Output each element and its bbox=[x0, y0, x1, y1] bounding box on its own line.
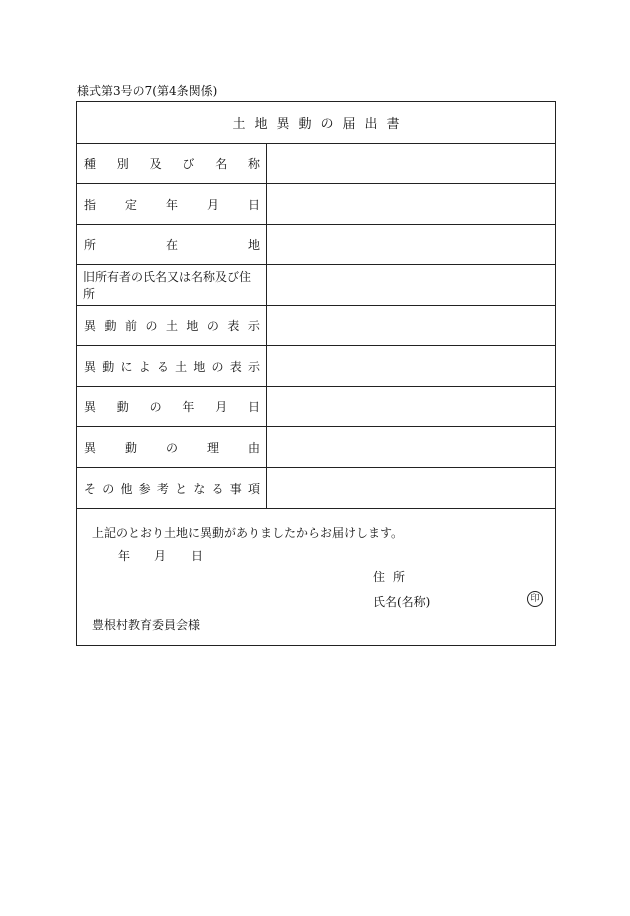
label-char: 他 bbox=[120, 481, 133, 496]
label-type-and-name bbox=[77, 144, 267, 183]
label-char: 地 bbox=[247, 238, 260, 252]
form-title: 土地異動の届出書 bbox=[232, 117, 409, 132]
label-char: 事 bbox=[229, 481, 242, 496]
value-designation-date[interactable] bbox=[267, 184, 555, 224]
label-char: な bbox=[193, 481, 206, 496]
row-change-reason bbox=[77, 427, 555, 468]
label-char: 動 bbox=[124, 440, 137, 455]
date-day: 日 bbox=[191, 549, 204, 563]
label-char: 動 bbox=[116, 400, 129, 414]
label-char: 地 bbox=[193, 359, 206, 374]
label-char: 及 bbox=[149, 157, 162, 171]
label-char: 由 bbox=[247, 440, 260, 455]
label-char: 種 bbox=[84, 157, 97, 171]
label-land-before-change bbox=[77, 306, 267, 345]
label-char: 土 bbox=[165, 319, 178, 333]
label-char: 前 bbox=[124, 319, 137, 333]
label-char: 参 bbox=[138, 481, 151, 496]
label-char: 月 bbox=[206, 197, 219, 212]
label-char: 異 bbox=[84, 440, 97, 455]
label-char: 定 bbox=[124, 197, 137, 212]
row-previous-owner bbox=[77, 265, 555, 306]
label-previous-owner bbox=[77, 265, 267, 305]
seal-icon: 印 bbox=[527, 591, 543, 607]
label-char: そ bbox=[84, 481, 97, 496]
label-char: の bbox=[206, 319, 219, 333]
label-char: る bbox=[156, 359, 169, 374]
row-change-date bbox=[77, 387, 555, 427]
label-char: 日 bbox=[247, 197, 260, 212]
label-text: 旧所有者の氏名又は名称及び住所 bbox=[83, 270, 252, 301]
row-type-and-name bbox=[77, 144, 555, 184]
label-char: に bbox=[120, 359, 133, 374]
title-row bbox=[77, 102, 555, 144]
date-month: 月 bbox=[154, 549, 167, 563]
label-designation-date bbox=[77, 184, 267, 224]
label-change-reason bbox=[77, 427, 267, 467]
name-label: 氏名(名称) bbox=[373, 595, 431, 609]
declaration-section bbox=[77, 509, 555, 642]
label-char: る bbox=[211, 481, 224, 496]
value-land-by-change[interactable] bbox=[267, 346, 555, 386]
value-land-before-change[interactable] bbox=[267, 306, 555, 345]
label-char: 年 bbox=[165, 197, 178, 212]
label-char: 表 bbox=[229, 359, 242, 374]
label-char: 称 bbox=[247, 157, 260, 171]
label-land-by-change bbox=[77, 346, 267, 386]
label-char: 示 bbox=[247, 319, 260, 333]
label-char: の bbox=[102, 481, 115, 496]
value-other-reference[interactable] bbox=[267, 468, 555, 508]
row-land-before-change bbox=[77, 306, 555, 346]
notification-form bbox=[76, 101, 556, 646]
value-location[interactable] bbox=[267, 225, 555, 264]
row-designation-date bbox=[77, 184, 555, 225]
label-location bbox=[77, 225, 267, 264]
label-char: 日 bbox=[247, 400, 260, 414]
label-char: び bbox=[182, 157, 195, 171]
value-previous-owner[interactable] bbox=[267, 265, 555, 305]
label-char: 理 bbox=[206, 440, 219, 455]
label-char: 別 bbox=[116, 157, 129, 171]
row-other-reference bbox=[77, 468, 555, 509]
declaration-statement: 上記のとおり土地に異動がありましたからお届けします。 bbox=[92, 526, 404, 540]
label-char: 項 bbox=[247, 481, 260, 496]
label-char: の bbox=[211, 359, 224, 374]
label-char: 名 bbox=[215, 157, 228, 171]
label-char: 土 bbox=[175, 359, 188, 374]
label-char: の bbox=[165, 440, 178, 455]
label-char: 表 bbox=[227, 319, 240, 333]
label-char: の bbox=[145, 319, 158, 333]
value-change-reason[interactable] bbox=[267, 427, 555, 467]
label-char: 所 bbox=[84, 238, 97, 252]
value-change-date[interactable] bbox=[267, 387, 555, 426]
form-number: 様式第3号の7(第4条関係) bbox=[77, 84, 218, 98]
label-char: 考 bbox=[156, 481, 169, 496]
label-char: 地 bbox=[186, 319, 199, 333]
label-char: よ bbox=[138, 359, 151, 374]
label-char: の bbox=[149, 400, 162, 414]
declaration-date bbox=[118, 547, 203, 564]
label-other-reference bbox=[77, 468, 267, 508]
label-char: 動 bbox=[102, 359, 115, 374]
addressee: 豊根村教育委員会様 bbox=[92, 618, 201, 632]
label-char: 指 bbox=[84, 197, 97, 212]
label-char: 異 bbox=[84, 400, 97, 414]
value-type-and-name[interactable] bbox=[267, 144, 555, 183]
label-char: 異 bbox=[84, 359, 97, 374]
row-land-by-change bbox=[77, 346, 555, 387]
label-char: 動 bbox=[104, 319, 117, 333]
label-char: 異 bbox=[84, 319, 97, 333]
label-char: 示 bbox=[247, 359, 260, 374]
label-change-date bbox=[77, 387, 267, 426]
address-label: 住所 bbox=[373, 570, 414, 584]
label-char: 年 bbox=[182, 400, 195, 414]
label-char: 月 bbox=[215, 400, 228, 414]
row-location bbox=[77, 225, 555, 265]
date-year: 年 bbox=[118, 549, 131, 563]
label-char: 在 bbox=[165, 238, 178, 252]
label-char: と bbox=[175, 481, 188, 496]
